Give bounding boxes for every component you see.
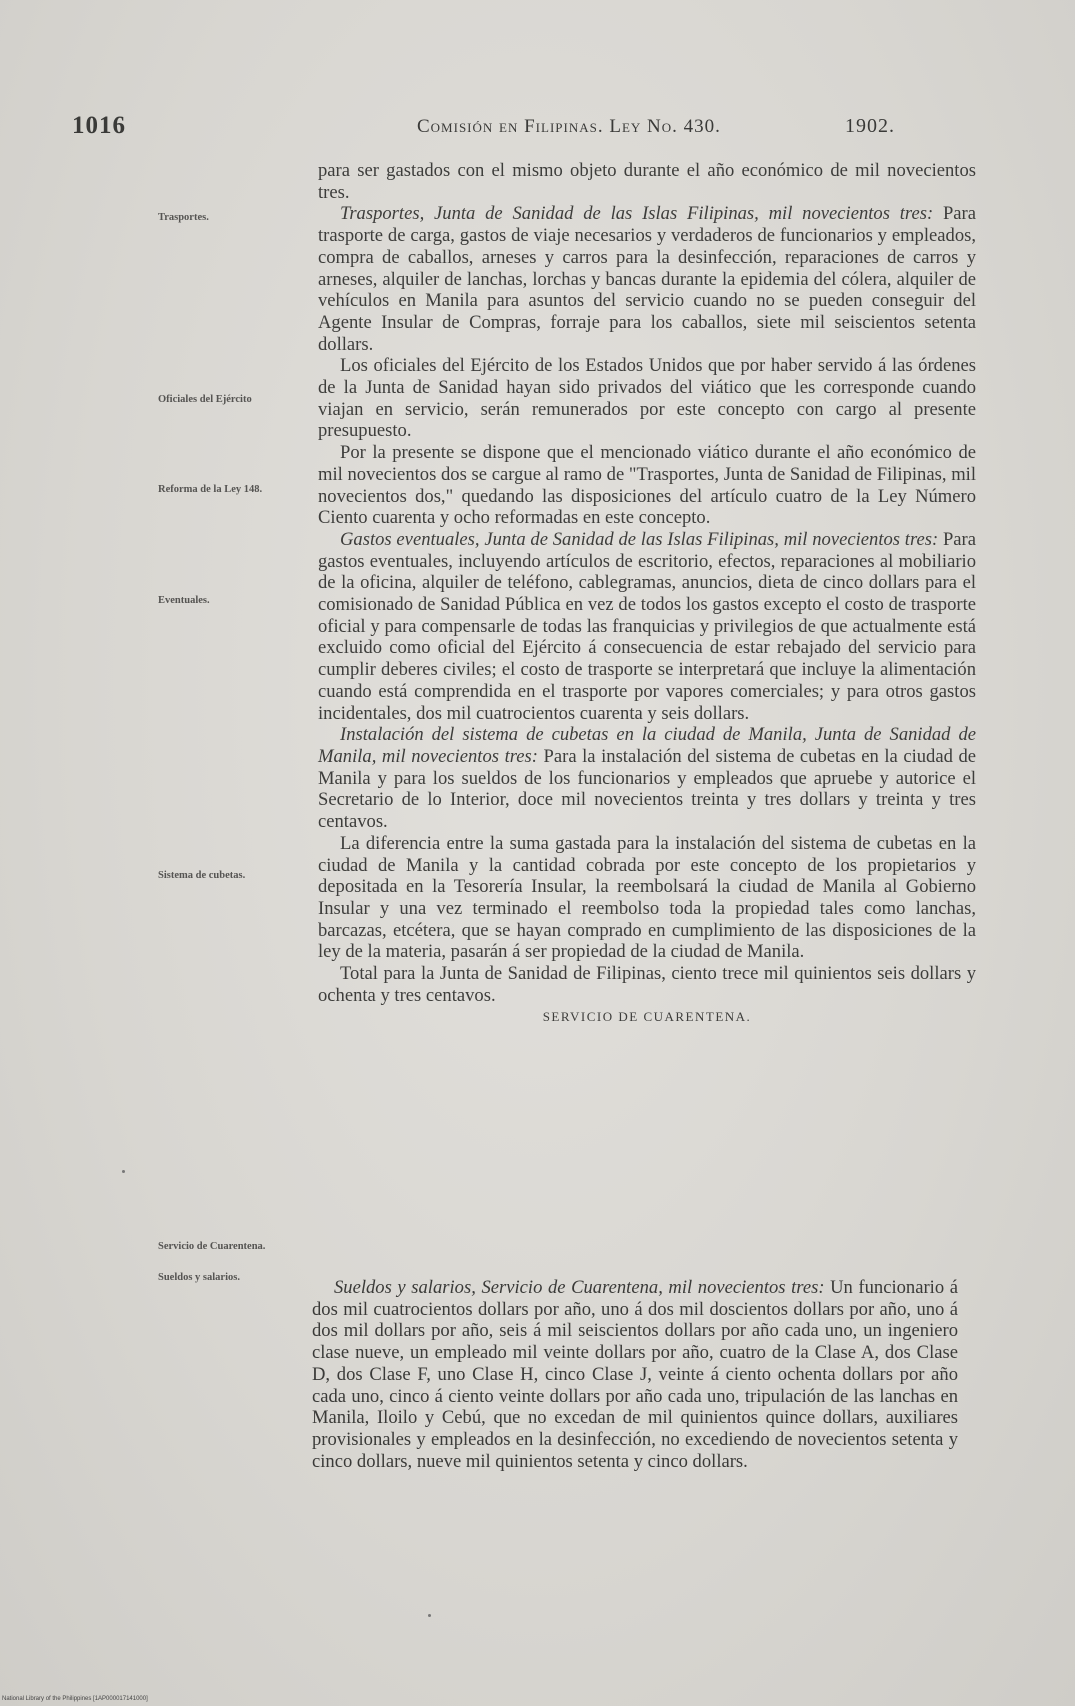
paragraph-heading: Trasportes, Junta de Sanidad de las Islas Filipinas, mil novecientos tres: xyxy=(340,203,934,225)
library-footer: National Library of the Philippines [1AP000017141000] xyxy=(2,1696,148,1702)
margin-note-servicio: Servicio de Cuarentena. xyxy=(158,1241,266,1252)
paragraph xyxy=(318,529,976,724)
paragraph xyxy=(318,203,976,355)
quarantine-salaries-text xyxy=(312,1277,958,1472)
margin-note-reforma: Reforma de la Ley 148. xyxy=(158,484,263,495)
paragraph-text: Un funcionario á dos mil cuatrocientos dollars por año, uno á dos mil doscientos dollars por año, uno á dos mil dollars por año, seis á mil seiscientos dollars por año cada uno, un ingeniero clase nueve, un empleado mil veinte dollars por año, cuatro de la Clase A, dos Clase D, dos Clase F, uno Clase H, cinco Clase J, veinte á ciento ochenta dollars por año cada uno, cinco á ciento veinte dollars por año cada uno, tripulación de las lanchas en Manila, Iloilo y Cebú, que no excedan de mil quinientos quince dollars, auxiliares provisionales y empleados en la desinfección, no excediendo de novecientos setenta y cinco dollars, nueve mil quinientos setenta y cinco dollars. xyxy=(312,1277,958,1472)
page-number: 1016 xyxy=(72,112,126,139)
margin-note-sueldos: Sueldos y salarios. xyxy=(158,1272,240,1283)
paragraph-text: Para trasporte de carga, gastos de viaje necesarios y verdaderos de funcionarios y empleados, compra de caballos, arneses y carros para la desinfección, reparaciones de carros y arneses, alquiler de lanchas, lorchas y bancas durante la epidemia del cólera, alquiler de vehículos en Manila para asuntos del servicio cuando no se pueden conseguir del Agente Insular de Compras, forraje para los caballos, siete mil seiscientos setenta dollars. xyxy=(318,203,976,355)
margin-note-trasportes: Trasportes. xyxy=(158,212,209,223)
page-header xyxy=(72,112,895,140)
paragraph-text: Para la instalación del sistema de cubetas en la ciudad de Manila y para los sueldos de los funcionarios y empleados que apruebe y autorice el Secretario de lo Interior, doce mil novecientos treinta y tres dollars y treinta y tres centavos. xyxy=(318,745,976,833)
running-head: Comisión en Filipinas. Ley No. 430. xyxy=(417,116,721,137)
paragraph-heading: Sueldos y salarios, Servicio de Cuarentena, mil novecientos tres: xyxy=(334,1277,825,1298)
paragraph xyxy=(318,724,976,833)
paragraph-heading: Instalación del sistema de cubetas en la ciudad de Manila, Junta de Sanidad de Manila, mil novecientos tres: xyxy=(318,724,976,767)
section-heading: SERVICIO DE CUARENTENA. xyxy=(542,1009,752,1025)
paragraph: Los oficiales del Ejército de los Estados Unidos que por haber servido á las órdenes de la Junta de Sanidad hayan sido privados del viático que les corresponde cuando viajan en servicio, serán remunerados por este concepto con cargo al presente presupuesto. xyxy=(318,355,976,442)
header-year: 1902. xyxy=(845,115,895,137)
paragraph xyxy=(312,1277,958,1472)
paragraph-text: Para gastos eventuales, incluyendo artículos de escritorio, efectos, reparaciones al mobiliario de la oficina, alquiler de teléfono, cablegramas, anuncios, dieta de cinco dollars para el comisionado de Sanidad Pública en vez de todos los gastos excepto el costo de trasporte oficial y para compensarle de todas las franquicias y privilegios de que actualmente está excluido como oficial del Ejército á consecuencia de estar rebajado del servicio para cumplir deberes civiles; el costo de trasporte se interpretará que incluye la alimentación cuando está comprendida en el trasporte por vapores comerciales; y para otros gastos incidentales, dos mil cuatrocientos cuarenta y seis dollars. xyxy=(318,528,976,724)
margin-note-oficiales: Oficiales del Ejército xyxy=(158,394,252,405)
paragraph: Por la presente se dispone que el mencionado viático durante el año económico de mil novecientos dos se cargue al ramo de "Trasportes, Junta de Sanidad de Filipinas, mil novecientos dos," quedando las disposiciones del artículo cuatro de la Ley Número Ciento cuarenta y ocho reformadas en este concepto. xyxy=(318,442,976,529)
paper-speck xyxy=(428,1614,431,1617)
paragraph-heading: Gastos eventuales, Junta de Sanidad de las Islas Filipinas, mil novecientos tres: xyxy=(340,528,939,550)
paragraph: para ser gastados con el mismo objeto durante el año económico de mil novecientos tres. xyxy=(318,160,976,203)
paragraph: La diferencia entre la suma gastada para la instalación del sistema de cubetas en la ciudad de Manila y la cantidad cobrada por este concepto de los propietarios y depositada en la Tesorería Insular, la reembolsará la ciudad de Manila al Gobierno Insular y una vez terminado el reembolso toda la propiedad tales como lanchas, barcazas, etcétera, que se hayan comprado en cumplimiento de las disposiciones de la ley de la materia, pasarán á ser propiedad de la ciudad de Manila. xyxy=(318,832,976,963)
paragraph: Total para la Junta de Sanidad de Filipinas, ciento trece mil quinientos seis dollars y ochenta y tres centavos. xyxy=(318,963,976,1006)
main-text xyxy=(318,160,976,1028)
margin-note-sistema: Sistema de cubetas. xyxy=(158,870,246,881)
paper-speck xyxy=(122,1170,125,1173)
margin-note-eventuales: Eventuales. xyxy=(158,595,210,606)
